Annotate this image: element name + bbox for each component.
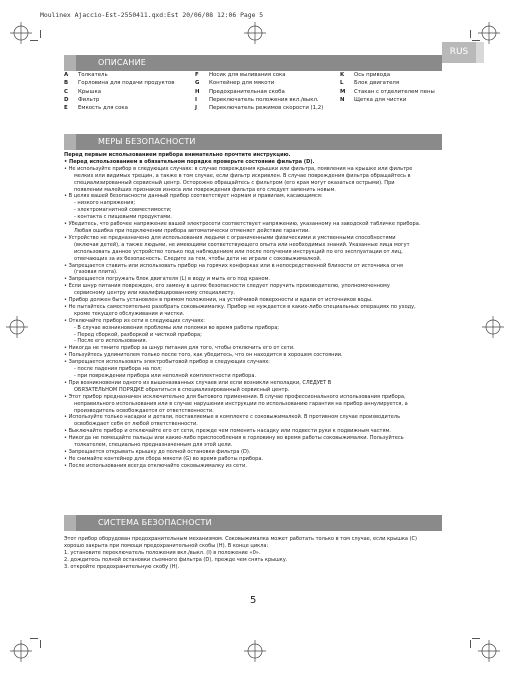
list-item: B Горловина для подачи продуктов [64,80,175,87]
text-line: • Выключайте прибор и отключайте его от сети, прежде чем поменять насадку или подвести руки к подвижным частям. [64,428,391,435]
section-title: МЕРЫ БЕЗОПАСНОСТИ [98,137,196,146]
list-item: C Крышка [64,88,101,95]
text-line: • При возникновении одного из вышеназванных случаев или если возникли неполадки, СЛЕДУЕТ В [64,379,332,386]
parts-column [64,72,174,113]
section-title: ОПИСАНИЕ [98,58,147,67]
text-line: • Запрещается погружать блок двигателя (L) в воду и мыть его под краном. [64,276,271,283]
text-line: - после падения прибора на пол; [74,366,162,373]
parts-column [340,72,435,105]
section-header-safety [64,134,442,150]
text-line: производитель освобождается от ответственности. [74,407,214,414]
text-line: - Перед сборкой, разборкой и чисткой прибора; [74,331,202,338]
list-item: A Толкатель [64,72,108,78]
text-line: 3. откройте предохранительную скобу (H). [64,563,180,570]
text-line: • Не используйте прибор в следующих случаях: в случае повреждения крышки или фильтра, появления на крышке или фильтре [64,165,413,172]
text-line: хорошо закрыта при помощи предохранительной скобы (H). В конце цикла: [64,542,269,549]
text-line: использовать данное устройство только под наблюдением или после получения инструкций по его эксплуатации от лиц, [74,248,403,255]
text-line: ОБЯЗАТЕЛЬНОМ ПОРЯДКЕ обратиться в специализированный сервисный центр. [74,386,290,393]
intro-line: Перед первым использованием прибора внимательно прочтите инструкцию. [64,152,291,158]
section-header-cap [64,55,76,71]
registration-mark-bottom-left-icon [10,640,32,662]
text-line: • В целях вашей безопасности данный прибор соответствует нормам и правилам, касающимся: [64,193,323,200]
list-item: G Контейнер для мякоти [195,80,275,87]
crop-mark [40,30,41,38]
registration-mark-left-icon [10,22,32,44]
text-line: (газовая плита). [74,269,118,276]
text-line: - при повреждении прибора или неполной комплектности прибора. [74,373,257,379]
registration-mark-mid-right-icon [482,316,504,338]
text-line: • Устройство не предназначено для использования людьми с ограниченными физическими и умственными способностями [64,234,396,241]
text-line: Этот прибор оборудован предохранительным механизмом. Соковыжималка может работать только в том случае, если крышка (C) [64,536,418,542]
text-line: • Запрещается ставить или использовать прибор на горячих конфорках или в непосредственной близости от источника огня [64,262,403,269]
section-header-cap [64,515,76,531]
text-line: - После его использования. [74,338,148,345]
text-line: • Этот прибор предназначен исключительно для бытового применения. В случае профессионального использования прибора, [64,393,406,400]
text-line: мелких или видимых трещин, а также в том случае, если фильтр искривлен. В случае повреждения фильтра обращайтесь в [74,172,411,179]
text-line: • Пользуйтесь удлинителем только после того, как убедитесь, что он находится в хорошем состоянии. [64,352,343,359]
text-line: • Убедитесь, что рабочее напряжение вашей электросети соответствует напряжению, указанному на заводской табличке прибора. [64,221,421,228]
registration-mark-mid-left-icon [6,316,28,338]
list-item: J Переключатель режимов скорости (1,2) [195,105,324,112]
section-title: СИСТЕМА БЕЗОПАСНОСТИ [98,518,212,527]
crop-mark [472,638,480,639]
crop-mark [470,30,471,38]
language-tab: RUS [442,42,476,63]
registration-mark-bottom-right-icon [478,640,500,662]
text-line: • Если шнур питания поврежден, его замену в целях безопасности следует поручить производителю, уполномоченному [64,283,390,290]
section-header-cap [64,134,76,150]
text-line: - контакта с пищевыми продуктами. [74,214,172,221]
text-line: (включая детей), а также людьми, не имеющими соответствующего опыта или необходимых знаний. Указанные лица могут [74,241,410,248]
text-line: - В случае возникновения проблемы или поломки во время работы прибора; [74,324,279,331]
text-line: • Отключайте прибор из сети в следующих случаях: [64,317,205,324]
language-tab-stripe [476,42,484,63]
text-line: толкателем, специально предназначенным для этой цели. [74,442,233,449]
text-line: - низкого напряжения; [74,200,136,207]
registration-mark-top-icon [244,22,266,44]
text-line: • Не пытайтесь самостоятельно разобрать соковыжималку. Прибор не нуждается в каких-либо специальных операциях по уходу, [64,303,416,310]
registration-mark-bottom-icon [244,640,266,662]
list-item: E Емкость для сока [64,105,128,112]
list-item: L Блок двигателя [340,80,400,87]
crop-mark [472,40,480,41]
list-item: F Носик для выливания сока [195,72,286,78]
page-number: 5 [250,595,257,606]
text-line: 2. дождитесь полной остановки съемного фильтра (D), прежде чем снять крышку. [64,556,288,563]
list-item: H Предохранительная скоба [195,88,285,95]
text-line: появлении малейших признаков износа или повреждения фильтра его следует заменить новым. [74,186,336,193]
list-item: D Фильтр [64,96,100,103]
parts-column [195,72,323,113]
security-system-text [64,536,444,571]
print-header: Moulinex Ajaccio-Est-2550411.qxd:Est 20/06/08 12:06 Page 5 [40,11,264,19]
text-line: Любая ошибка при подключении прибора автоматически отменяет действие гарантии. [74,227,310,234]
list-item: I Переключатель положения вкл./выкл. [195,96,319,103]
safety-text [64,152,444,470]
text-line: - электромагнитной совместимости; [74,207,172,214]
list-item: N Щетка для чистки [340,96,407,103]
crop-mark [30,638,38,639]
text-line: • Никогда не тяните прибор за шнур питания для того, чтобы отключить его от сети. [64,345,295,352]
text-line: • Запрещается открывать крышку до полной остановки фильтра (D). [64,448,251,455]
list-item: K Ось привода [340,72,391,78]
crop-mark [40,640,41,648]
text-line: • Прибор должен быть установлен в прямом положении, на устойчивой поверхности и вдали от источников воды. [64,297,373,304]
text-line: • Не снимайте контейнер для сбора мякоти (G) во время работы прибора. [64,455,264,462]
registration-mark-right-icon [478,22,500,44]
text-line: отвечающих за их безопасность. Следите за тем, чтобы дети не играли с соковыжималкой. [74,255,322,262]
text-line: кроме текущего обслуживания и чистки. [74,310,185,317]
crop-mark [30,40,38,41]
list-item: M Стакан с отделителем пены [340,88,435,95]
text-line: • Никогда не помещайте пальцы или какие-либо приспособления в горловину во время работы соковыжималки. Пользуйтесь [64,435,404,442]
text-line: • Используйте только насадки и детали, поставляемые в комплекте с соковыжималкой. В противном случае производитель [64,414,401,421]
text-line: неправильного использования или в случае нарушения инструкции по использованию гарантия на прибор аннулируется, а [74,400,408,407]
section-header-security-system [64,515,442,531]
text-line: сервисному центру или квалифицированному специалисту. [74,290,236,297]
text-line: • Запрещается использовать электробытовой прибор в следующих случаях: [64,359,270,366]
text-line: освобождает себя от любой ответственности. [74,421,198,428]
text-line: специализированный сервисный центр. Осторожно обращайтесь с фильтром (его края могут оказаться острыми). При [74,179,395,186]
crop-mark [470,640,471,648]
text-line: • Перед использованием в обязательном порядке проверьте состояние фильтра (D). [64,158,315,165]
text-line: • После использования всегда отключайте соковыжималку из сети. [64,462,247,469]
section-header-description [64,55,442,71]
text-line: 1. установите переключатель положения вкл./выкл. (I) в положение «0». [64,549,261,556]
